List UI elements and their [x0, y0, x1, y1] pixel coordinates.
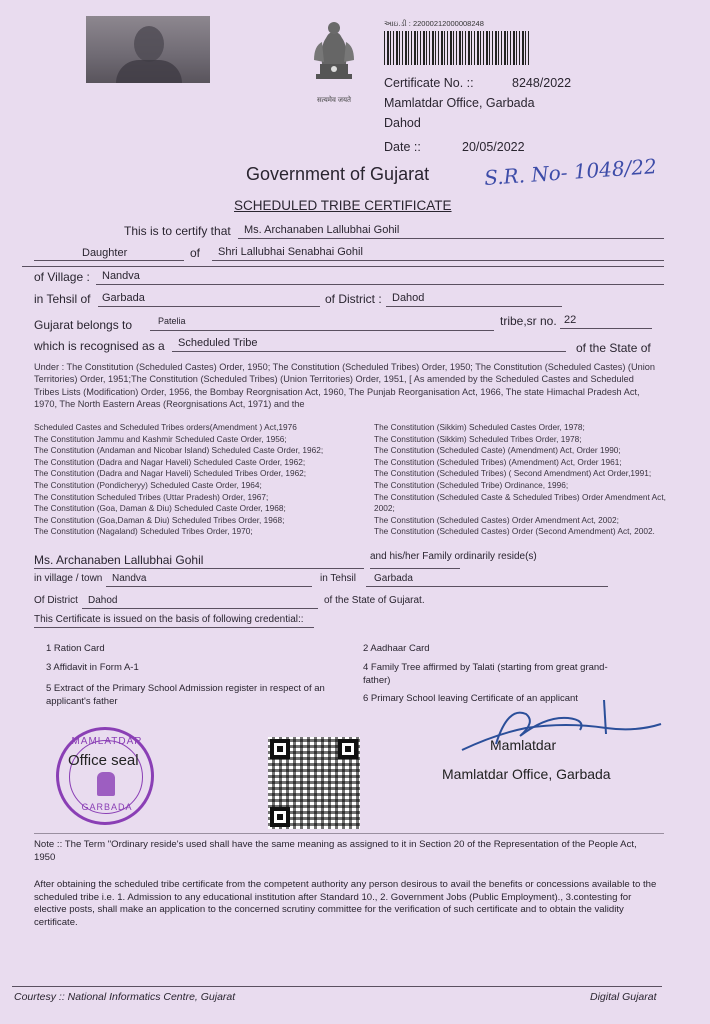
- orders-left-column: [34, 422, 360, 537]
- footer-brand: Digital Gujarat: [590, 991, 657, 1003]
- order-item: The Constitution (Pondicheryy) Scheduled Caste Order, 1964;: [34, 479, 262, 490]
- reside-label: and his/her Family ordinarily reside(s): [370, 551, 537, 562]
- recognised-label: which is recognised as a: [34, 339, 165, 353]
- tehsil-label: in Tehsil of: [34, 292, 91, 306]
- after-paragraph: After obtaining the scheduled tribe certificate from the competent authority any person desirous to avail the benefits or concessions available to the scheduled tribe i.e. 1. Admission to any educational institution after Standard 10., 2. Government Jobs (Public Employment)., 3.contesting for elective posts, shall make an application to the concerned scrutiny committee for the verification of such certificate and to obtain the validity certificate.: [34, 879, 657, 928]
- footer-courtesy: Courtesy :: National Informatics Centre, Gujarat: [14, 991, 236, 1003]
- certify-label: This is to certify that: [124, 224, 231, 238]
- applicant-name-2: Ms. Archanaben Lallubhai Gohil: [34, 553, 204, 567]
- village2-value: Nandva: [112, 573, 147, 584]
- orders-right-column: [374, 422, 674, 538]
- order-item: The Constitution (Scheduled Tribes) (Amendment) Act, Order 1961;: [374, 456, 622, 467]
- order-item: The Constitution (Sikkim) Scheduled Castes Order, 1978;: [374, 422, 585, 432]
- order-item: The Constitution (Scheduled Tribe) Ordinance, 1996;: [374, 479, 569, 490]
- order-item: The Constitution Scheduled Tribes (Uttar Pradesh) Order, 1967;: [34, 491, 269, 502]
- order-item: The Constitution (Dadra and Nagar Haveli) Scheduled Tribes Order, 1962;: [34, 468, 307, 479]
- district2-label: Of District: [34, 595, 78, 606]
- office-seal-label: Office seal: [68, 752, 139, 769]
- national-emblem-icon: [306, 16, 362, 104]
- order-item: Scheduled Castes and Scheduled Tribes orders(Amendment ) Act,1976: [34, 422, 297, 432]
- seal-emblem-icon: [97, 772, 115, 796]
- village2-label: in village / town: [34, 573, 103, 584]
- credential-item: 6 Primary School leaving Certificate of an applicant: [363, 693, 578, 704]
- emblem-caption: सत्यमेव जयते: [316, 97, 352, 104]
- state2-label: of the State of Gujarat.: [324, 595, 425, 606]
- order-item: The Constitution (Goa,Daman & Diu) Scheduled Tribes Order, 1968;: [34, 514, 285, 525]
- qr-code: [268, 737, 360, 829]
- barcode-number: આઇ.ડી : 22000212000008248: [384, 19, 484, 28]
- credential-item: 1 Ration Card: [46, 643, 105, 654]
- belongs-label: Gujarat belongs to: [34, 318, 133, 332]
- order-item: The Constitution (Nagaland) Scheduled Tribes Order, 1970;: [34, 526, 253, 537]
- handwritten-sr-number: S.R. No- 1048/22: [483, 153, 658, 191]
- tehsil-value: Garbada: [102, 292, 145, 304]
- order-item: The Constitution (Scheduled Castes) Order Amendment Act, 2002;: [374, 514, 619, 525]
- credential-item: 3 Affidavit in Form A-1: [46, 662, 139, 673]
- order-item: The Constitution (Sikkim) Scheduled Tribes Order, 1978;: [374, 433, 582, 444]
- signature-designation: Mamlatdar: [490, 737, 557, 753]
- applicant-photo: [86, 16, 210, 83]
- village-value: Nandva: [102, 270, 140, 282]
- office-line-1: Mamlatdar Office, Garbada: [384, 96, 535, 110]
- order-item: The Constitution (Dadra and Nagar Haveli) Scheduled Caste Order, 1962;: [34, 456, 306, 467]
- tribe-sr-value: 22: [564, 314, 577, 326]
- order-item: The Constitution (Andaman and Nicobar Island) Scheduled Caste Order, 1962;: [34, 445, 324, 456]
- of-label: of: [190, 246, 201, 260]
- certificate-title: SCHEDULED TRIBE CERTIFICATE: [234, 198, 452, 213]
- signature-scribble-icon: [456, 694, 666, 758]
- note-text: Note :: The Term "Ordinary reside's used shall have the same meaning as assigned to it in Section 20 of the Representation of the People Act, 1950: [34, 839, 637, 863]
- tribe-sr-label: tribe,sr no.: [500, 314, 557, 328]
- order-item: The Constitution Jammu and Kashmir Scheduled Caste Order, 1956;: [34, 433, 287, 444]
- district-label: of District :: [325, 292, 382, 306]
- seal-ring-bottom: GARBADA: [81, 802, 133, 812]
- father-name: Shri Lallubhai Senabhai Gohil: [218, 246, 363, 258]
- order-item: The Constitution (Scheduled Caste) (Amendment) Act, Order 1990;: [374, 445, 621, 456]
- basis-label: This Certificate is issued on the basis of following credential::: [34, 614, 304, 625]
- tehsil2-label: in Tehsil: [320, 573, 356, 584]
- tehsil2-value: Garbada: [374, 573, 413, 584]
- barcode: [384, 31, 530, 65]
- certificate-no-label: Certificate No. ::: [384, 76, 474, 90]
- office-line-2: Dahod: [384, 116, 421, 130]
- date-value: 20/05/2022: [462, 140, 525, 154]
- recognised-as: Scheduled Tribe: [178, 337, 258, 349]
- credential-item: 5 Extract of the Primary School Admission register in respect of an applicant's father: [46, 683, 325, 707]
- order-item: The Constitution (Goa, Daman & Diu) Scheduled Caste Order, 1968;: [34, 503, 286, 514]
- order-item: The Constitution (Scheduled Castes) Order (Second Amendment) Act, 2002.: [374, 526, 655, 537]
- district-value: Dahod: [392, 292, 425, 304]
- village-label: of Village :: [34, 270, 90, 284]
- certificate-no: 8248/2022: [512, 76, 572, 90]
- state-label: of the State of: [576, 341, 651, 355]
- signature-office: Mamlatdar Office, Garbada: [442, 766, 611, 782]
- under-paragraph: Under : The Constitution (Scheduled Castes) Order, 1950; The Constitution (Scheduled Tribes) Order, 1950; The Constitution (Scheduled Castes) (Union Territories) Order, 1951;The Constitution (Scheduled Tribes) (Union Territories) Order, 1951, [ As amended by the Scheduled Castes and Scheduled Tribes Lists (Modification) Order, 1956, the Bombay Reorgnisation Act, 1960, The Punjab Reorganisation Act, 1966, The state Himachal Pradesh Act, 1970, The North Eastern Areas (Reorgnisations Act, 1971) and the: [34, 362, 656, 410]
- applicant-name: Ms. Archanaben Lallubhai Gohil: [244, 224, 400, 236]
- tribe-value: Patelia: [158, 316, 186, 326]
- order-item: The Constitution (Scheduled Caste & Scheduled Tribes) Order Amendment Act, 2002;: [374, 491, 666, 514]
- order-item: The Constitution (Scheduled Tribes) ( Second Amendment) Act Order,1991;: [374, 468, 652, 479]
- seal-ring-top: MAMLATDAR: [71, 736, 143, 747]
- government-heading: Government of Gujarat: [246, 164, 430, 184]
- district2-value: Dahod: [88, 595, 118, 606]
- date-label: Date ::: [384, 140, 421, 154]
- credential-item: 2 Aadhaar Card: [363, 643, 430, 654]
- relation: Daughter: [82, 247, 128, 259]
- credential-item: 4 Family Tree affirmed by Talati (starting from great grand-father): [363, 662, 608, 686]
- office-seal: [56, 727, 154, 825]
